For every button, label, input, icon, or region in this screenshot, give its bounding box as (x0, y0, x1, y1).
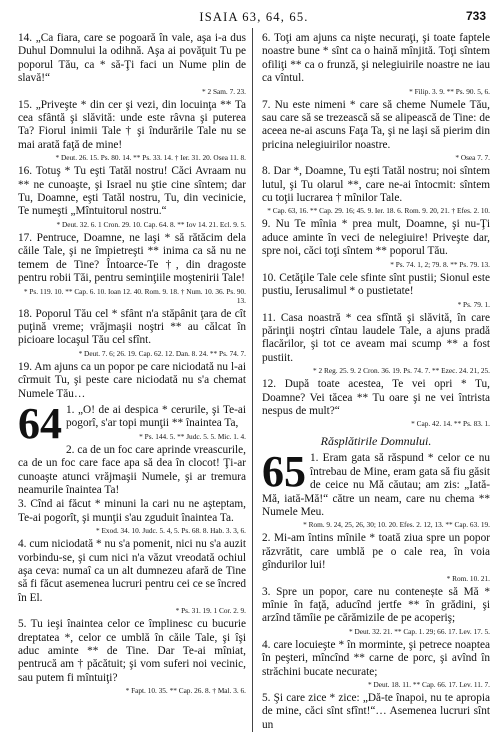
verse-64-7: 7. Nu este nimeni * care să cheme Numele Tău, sau care să se trezească să se alipească de Tine: de aceea ne-ai ascuns Faţa Ta, şi ne laşi să pierim din pricina nelegiuirilor noastre. (262, 98, 490, 151)
running-title: ISAIA 63, 64, 65. (199, 10, 309, 24)
verse-64-6: 6. Toţi am ajuns ca nişte necuraţi, şi toate faptele noastre bune * sînt ca o haină mînjită. Toţi sîntem ofiliţi ** ca o frunză, şi nelegiuirile noastre ne iau ca vîntul. (262, 32, 490, 85)
verse-63-14: 14. „Ca fiara, care se pogoară în vale, aşa i-a dus Duhul Domnului la odihnă. Aşa ai povăţuit Tu pe poporul Tău, ca * să-Ţi faci un Nume plin de slavă!“ (18, 32, 246, 85)
cross-reference: * Ps. 119. 10. ** Cap. 6. 10. Ioan 12. 40. Rom. 9. 18. † Num. 10. 36. Ps. 90. 13. (23, 286, 246, 305)
column-divider (252, 28, 253, 732)
cross-reference: * Osea 7. 7. (455, 153, 490, 163)
verse-64-5: 5. Tu ieşi înaintea celor ce împlinesc cu bucurie dreptatea *, celor ce umblă în căile Tale, şi îşi aduc aminte ** de Tine. Dar Te-ai mîniat, pentrucă am † păcătuit; şi vom suferi noi vecinic, sau putem fi mîntuiţi? (18, 618, 246, 684)
cross-reference: * Ps. 31. 19. 1 Cor. 2. 9. (175, 606, 246, 616)
verse-64-10: 10. Cetăţile Tale cele sfinte sînt pustii; Sionul este pustiu, Ierusalimul * o pustietate! (262, 271, 490, 298)
verse-64-11: 11. Casa noastră * cea sfîntă şi slăvită, în care părinţii noştri cîntau laudele Tale, a ajuns pradă flacărilor, şi tot ce aveam mai scump ** a fost pustiit. (262, 311, 490, 364)
cross-reference: * Deut. 32. 21. ** Cap. 1. 29; 66. 17. Lev. 17. 5. (349, 626, 490, 636)
verse-65-4: 4. care locuieşte * în morminte, şi petrece noaptea în peşteri, mîncînd ** carne de porc, şi avînd în străchini bucate necurate; (262, 638, 490, 678)
verse-65-1: 1. Eram gata să răspund * celor ce nu întrebau de Mine, eram gata să fiu găsit de ceice nu Mă căutau; am zis: „Iată-Mă, iată-Mă!“ către un neam, care nu chema ** Numele Meu. (262, 452, 490, 518)
verse-65-5: 5. Şi care zice * zice: „Dă-te înapoi, nu te apropia de mine, căci sînt sfînt!“… Asemenea lucruri sînt un (262, 692, 490, 731)
verse-63-19: 19. Am ajuns ca un popor pe care niciodată nu l-ai cîrmuit Tu, şi peste care niciodată nu s'a chemat Numele Tău… (18, 360, 246, 400)
verse-63-17: 17. Pentruce, Doamne, ne laşi * să rătăcim dela căile Tale, şi ne împietreşti ** inima ca să nu ne temem de Tine? Întoarce-Te †, din dragoste pentru robii Tăi, pentru seminţiile moştenirii Tale! (18, 231, 246, 285)
verse-63-16: 16. Totuş * Tu eşti Tatăl nostru! Căci Avraam nu ** ne cunoaşte, şi Israel nu ştie cine sîntem; dar Tu, Doamne, eşti Tatăl nostru, Tu, din vecinicie, Te numeşti „Mîntuitorul nostru.“ (18, 165, 246, 218)
verse-65-2: 2. Mi-am întins mînile * toată ziua spre un popor răzvrătit, care umblă pe o cale rea, în voia gîndurilor lui! (262, 532, 490, 572)
chapter-number: 65 (262, 447, 306, 497)
verse-64-3: 3. Cînd ai făcut * minuni la cari nu ne aşteptam, Te-ai pogorît, şi munţii s'au zguduit înaintea Ta. (18, 498, 246, 524)
cross-reference: * Ps. 144. 5. ** Judc. 5. 5. Mic. 1. 4. (139, 431, 246, 441)
cross-reference: * Deut. 7. 6; 26. 19. Cap. 62. 12. Dan. 8. 24. ** Ps. 74. 7. (78, 348, 246, 358)
cross-reference: * Exod. 34. 10. Judc. 5. 4, 5. Ps. 68. 8. Hab. 3. 3, 6. (96, 526, 246, 536)
verse-64-4: 4. cum niciodată * nu s'a pomenit, nici nu s'a auzit vorbindu-se, şi cum nici n'a văzut vreodată ochiul aşa ceva: numaî ca un alt dumnezeu afară de Tine să fi făcut asemenea lucruri pentru cei ce se încred în El. (18, 538, 247, 604)
cross-reference: * 2 Reg. 25. 9. 2 Cron. 36. 19. Ps. 74. 7. ** Ezec. 24. 21, 25. (313, 366, 490, 376)
cross-reference: * Cap. 63, 16. ** Cap. 29. 16; 45. 9. Ier. 18. 6. Rom. 9. 20, 21. † Efes. 2. 10. (267, 206, 490, 216)
verse-64-1: 1. „O! de ai despica * cerurile, şi Te-ai pogorî, s'ar topi munţii ** înaintea Ta, (66, 403, 246, 430)
chapter-64 (18, 398, 247, 696)
page-number: 733 (465, 9, 486, 23)
verse-64-8: 8. Dar *, Doamne, Tu eşti Tatăl nostru; noi sîntem lutul, şi Tu olarul **, care ne-ai întocmit: sîntem cu toţii lucrarea † mînilor Tale. (262, 165, 490, 205)
cross-reference: * Deut. 26. 15. Ps. 80. 14. ** Ps. 33. 14. † Ier. 31. 20. Osea 11. 8. (55, 153, 246, 163)
verse-64-12: 12. După toate acestea, Te vei opri * Tu, Doamne? Vei tăcea ** Tu oare şi ne vei întrista nespus de mult?“ (262, 378, 490, 417)
right-column (262, 32, 490, 733)
cross-reference: * Deut. 32. 6. 1 Cron. 29. 10. Cap. 64. 8. ** Iov 14. 21. Ecl. 9. 5. (56, 219, 246, 229)
cross-reference: * Rom. 10. 21. (446, 573, 490, 583)
verse-63-18: 18. Poporul Tău cel * sfânt n'a stăpânit ţara de cît puţină vreme; vrăjmaşii noştri ** au călcat în picioare locaşul Tău cel sfînt. (18, 307, 246, 347)
section-title: Răsplătirile Domnului. (320, 434, 432, 449)
verse-64-9: 9. Nu Te mînia * prea mult, Doamne, şi nu-Ţi aduce aminte în veci de nelegiuire! Priveşte dar, spre noi, căci toţi sîntem ** poporul Tău. (262, 218, 490, 258)
left-column (18, 32, 246, 733)
cross-reference: * Rom. 9. 24, 25, 26, 30; 10. 20. Efes. 2. 12, 13. ** Cap. 63. 19. (303, 520, 490, 530)
cross-reference: * Deut. 18. 11. ** Cap. 66. 17. Lev. 11. 7. (367, 680, 490, 690)
chapter-65 (262, 447, 490, 732)
cross-reference: * Cap. 42. 14. ** Ps. 83. 1. (411, 419, 490, 429)
verse-63-15: 15. „Priveşte * din cer şi vezi, din locuinţa ** Ta cea sfântă şi slăvită: unde este râvna şi puterea Ta? Fiorul inimii Tale † şi îndurările Tale nu se mai arată faţă de mine! (18, 98, 246, 151)
verse-64-2: 2. ca de un foc care aprinde vreascurile, ca de un foc care face apa să dea în clocot! Ţi-ar cunoaşte atunci vrăjmaşii Numele, şi ar tremura neamurile înaintea Ta! (18, 443, 246, 496)
verse-65-3: 3. Spre un popor, care nu contenește să Mă * mînie în faţă, aducînd jertfe ** în grădini, şi arzînd tămîie pe cărămizile de pe acoperiş; (262, 585, 490, 625)
page-header (18, 6, 490, 24)
cross-reference: * Fapt. 10. 35. ** Cap. 26. 8. † Mal. 3. 6. (125, 686, 246, 696)
cross-reference: * Ps. 74. 1, 2; 79. 8. ** Ps. 79. 13. (390, 259, 490, 269)
cross-reference: * Filip. 3. 9. ** Ps. 90. 5, 6. (409, 86, 490, 96)
chapter-number: 64 (18, 398, 62, 448)
cross-reference: * 2 Sam. 7. 23. (202, 86, 246, 96)
cross-reference: * Ps. 79. 1. (457, 299, 490, 309)
